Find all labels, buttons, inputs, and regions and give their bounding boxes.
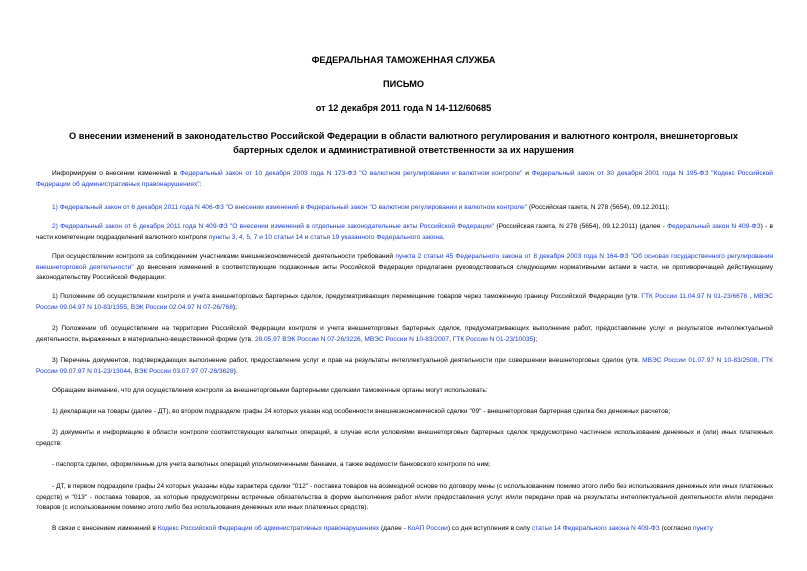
link-law-406fz[interactable]: 1) Федеральный закон от 6 декабря 2011 года N 406-ФЗ "О внесении изменений в Федеральный закон "О валютном регулировании и валютном контроле" — [52, 204, 528, 211]
link-law-409fz[interactable]: Федеральный закон N 409-ФЗ — [667, 223, 761, 230]
paragraph-documents — [36, 428, 773, 449]
text: 1) декларации на товары (далее - ДТ), во втором подразделе графы 24 которых указан код особенности внешнеэкономической сделки "09" - внешнеторговая бартерная сделка без денежных расчетов; — [52, 408, 671, 415]
text: : — [199, 180, 202, 188]
document-title: О внесении изменений в законодательство Российской Федерации в области валютного регулирования и валютного контроля, внешнеторговых бартерных сделок и административной ответственности за их нарушения — [69, 131, 738, 155]
text: (далее - — [379, 525, 408, 532]
text: (Российская газета, N 278 (5654), 09.12.2011) (далее - — [494, 223, 668, 230]
link-vek-768[interactable]: ВЭК России 02.04.97 N 07-26/768 — [130, 303, 233, 311]
link-punkt[interactable]: пункту — [693, 525, 713, 532]
text: , — [747, 293, 754, 300]
paragraph-regulation-3 — [36, 356, 773, 377]
link-law-195fz[interactable]: Федеральный закон от 30 декабря 2001 года N 195-ФЗ "Кодекс Российской Федерации об административных правонарушениях" — [36, 170, 773, 188]
text: 3) Перечень документов, подтверждающих выполнение работ, предоставление услуг и прав на результаты интеллектуальной деятельности при совершении внешнеторговых сделок (утв. — [52, 357, 643, 364]
link-vek-3628[interactable]: ВЭК России 03.07.97 07-26/3628 — [134, 367, 234, 375]
link-law-173fz[interactable]: Федеральный закон от 10 декабря 2003 года N 173-ФЗ "О валютном регулировании и валютном контроле" — [179, 170, 523, 177]
paragraph-koap — [36, 524, 773, 535]
text: , — [449, 335, 453, 343]
text: При осуществлении контроля за соблюдением участниками внешнеэкономической деятельности требований — [52, 253, 396, 260]
document-date-number: от 12 декабря 2011 года N 14-112/60685 — [315, 103, 492, 113]
link-koap[interactable]: КоАП России — [407, 525, 448, 532]
paragraph-regulation-2 — [36, 324, 773, 345]
link-mves-2007[interactable]: МВЭС России N 10-83/2007 — [364, 335, 450, 343]
paragraph-declarations — [36, 407, 773, 418]
text: , — [757, 357, 762, 364]
text: - паспорта сделки, оформленные для учета валютных операций уполномоченными банками, а также ведомости банковского контроля по ним; — [52, 461, 491, 468]
link-articles-14-19[interactable]: пункты 3, 4, 5, 7 и 10 статьи 14 и статья 19 указанного Федерального закона — [208, 233, 443, 241]
link-mves-1355[interactable]: МВЭС России 09.04.97 N 10-83/1355 — [36, 293, 773, 311]
text: 2) Положение об осуществлении на территории Российской Федерации контроля и учета внешнеторговых бартерных сделок, предусматривающих выполнение работ, предоставление услуг и результатов интеллектуальной деятельности, выраженных в материально-вещественной форме (утв. — [36, 325, 773, 343]
text: , — [127, 303, 131, 311]
paragraph-law-406fz — [36, 203, 773, 214]
link-koap-full[interactable]: Кодекс Российской Федерации об административных правонарушениях — [157, 525, 380, 532]
text: (согласно — [659, 525, 694, 532]
text: ) - в части компетенции подразделений валютного контроля — [36, 223, 773, 241]
link-article-14-409fz[interactable]: статьи 14 Федерального закона N 409-ФЗ — [531, 525, 660, 532]
text: В связи с внесением изменений в — [52, 525, 158, 532]
agency-name: ФЕДЕРАЛЬНАЯ ТАМОЖЕННАЯ СЛУЖБА — [311, 55, 496, 65]
link-law-164fz[interactable]: пункта 2 статьи 45 Федерального закона от 8 декабря 2003 года N 164-ФЗ "Об основах государственного регулирования внешнеторговой деятельности" — [36, 253, 773, 271]
text: 2) документы и информацию в области контроля соответствующих валютных операций, в случае если условиями внешнеторговых бартерных сделок предусмотрено частичное использование денежных и (или) иных платежных средств: — [36, 429, 773, 447]
text: Обращаем внимание, что для осуществления контроля за внешнеторговыми бартерными сделками таможенные органы могут использовать: — [52, 387, 488, 394]
text: . — [442, 233, 445, 241]
document-type: ПИСЬМО — [382, 79, 425, 89]
paragraph-dt-codes — [36, 482, 773, 514]
text: ). — [233, 367, 238, 375]
text: и — [522, 170, 532, 177]
paragraph-attention — [36, 386, 773, 397]
paragraph-intro — [36, 169, 773, 190]
link-law-409fz-full[interactable]: 2) Федеральный закон от 6 декабря 2011 года N 409-ФЗ "О внесении изменений в отдельные законодательные акты Российской Федерации" — [52, 223, 495, 230]
link-gtk-6678[interactable]: ГТК России 11.04.97 N 01-23/6678 — [641, 293, 748, 300]
text: ) со дня вступления в силу — [447, 525, 532, 532]
link-vek-3226[interactable]: 28.05.97 ВЭК России N 07-26/3226 — [254, 335, 361, 343]
paragraph-law-409fz — [36, 222, 773, 243]
link-gtk-10035[interactable]: ГТК России N 01-23/10035 — [452, 335, 534, 343]
text: 1) Положение об осуществлении контроля и учета внешнеторговых бартерных сделок, предусматривающих перемещение товаров через таможенную границу Российской Федерации (утв. — [52, 293, 642, 300]
link-mves-2508[interactable]: МВЭС России 01.07.97 N 10-83/2508 — [642, 357, 758, 364]
text: , — [360, 335, 365, 343]
text: ); — [533, 335, 538, 343]
text: , — [130, 367, 135, 375]
link-gtk-13044[interactable]: ГТК России 09.07.97 N 01-23/13044 — [36, 357, 774, 375]
paragraph-passports — [36, 460, 773, 471]
paragraph-regulation-1 — [36, 292, 773, 313]
text: - ДТ, в первом подразделе графы 24 которых указаны коды характера сделки "012" - поставка товаров на возмездной основе по договору мены (с использованием помимо этого либо без использования денежных или иных платежных средств) и "013" - поставка товаров, за которые предусмотрены встречные обязательства в форме выполнения работ и/или предоставления услуг и/или передачи прав на результаты интеллектуальной деятельности и/или передачи товаров (с использованием помимо этого либо без использования денежных или иных платежных средств). — [36, 483, 773, 512]
paragraph-control — [36, 252, 773, 284]
text: до внесения изменений в соответствующие подзаконные акты Российской Федерации предлагаем руководствоваться следующими нормативными актами в части, не противоречащей действующему законодательству Российской Федерации: — [36, 263, 774, 282]
text: (Российская газета, N 278 (5654), 09.12.2011); — [527, 204, 670, 211]
text: Информируем о внесении изменений в — [52, 170, 180, 177]
text: ); — [232, 303, 237, 311]
